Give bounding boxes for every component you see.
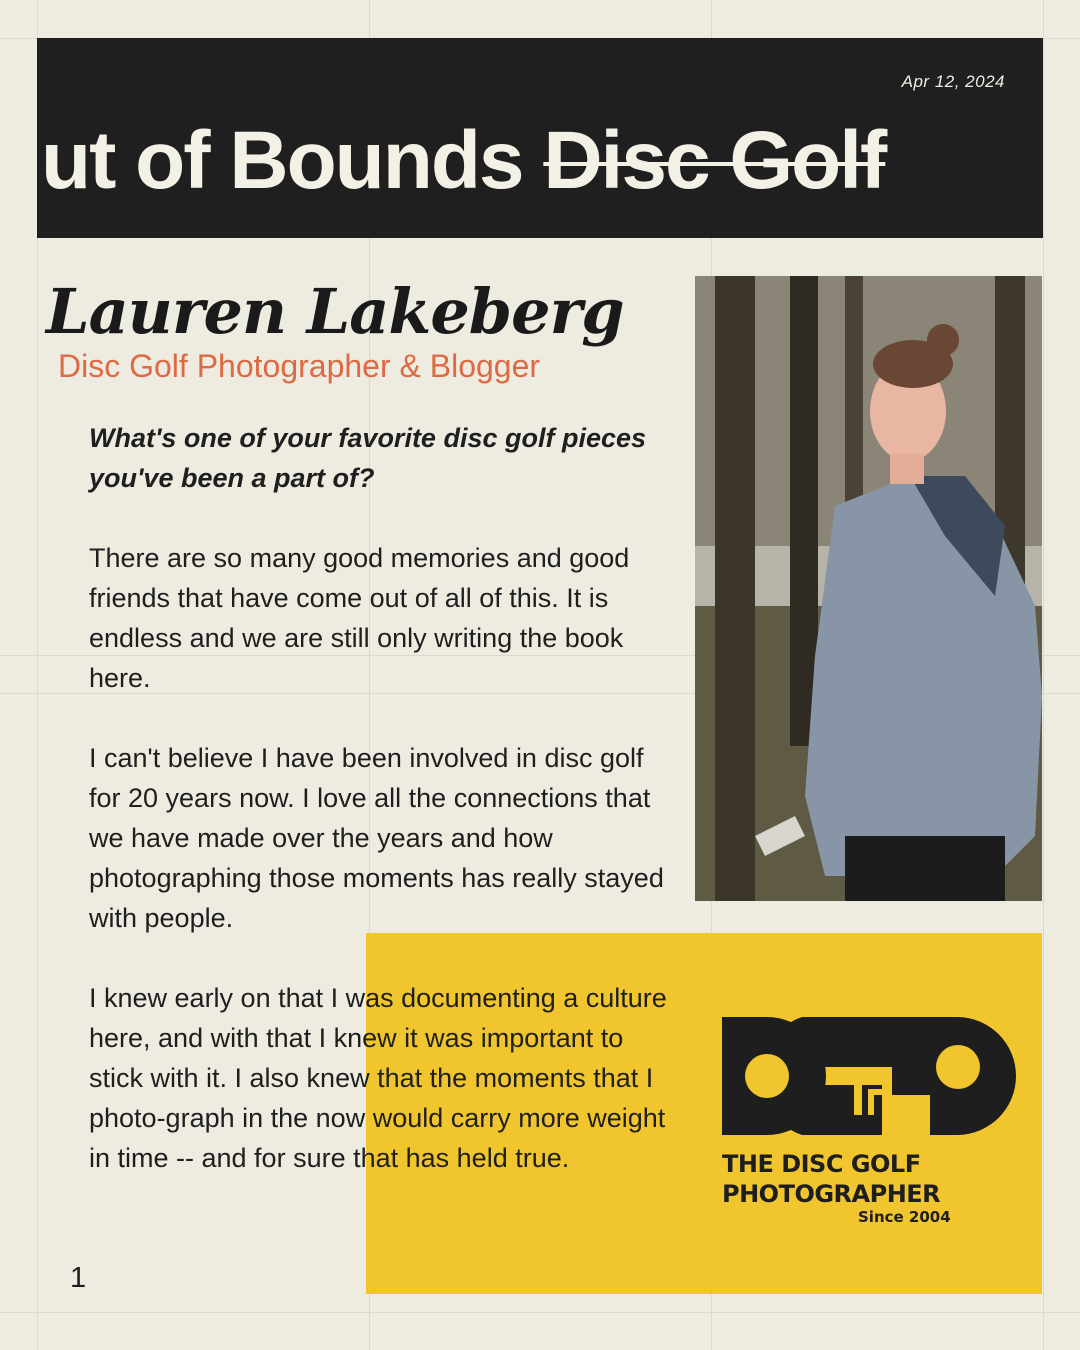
- logo-since: Since 2004: [858, 1208, 951, 1226]
- answer-paragraph: I knew early on that I was documenting a culture here, and with that I knew it was important to stick with it. I also knew that the moments that I photo-graph in the now would carry more weight in time -- and for sure that has held true.: [89, 983, 667, 1173]
- dgp-logo-mark: [722, 1017, 1017, 1143]
- title-strikethrough: Disc Golf: [543, 115, 886, 206]
- logo-tagline-line1: THE DISC GOLF: [722, 1150, 921, 1178]
- portrait-illustration: [695, 276, 1042, 901]
- publication-title: [41, 115, 886, 206]
- answer-paragraph: I can't believe I have been involved in disc golf for 20 years now. I love all the connections that we have made over the years and how photographing those moments has really stayed with people.: [89, 743, 664, 933]
- page-number: 1: [70, 1262, 87, 1294]
- dgp-logo: [722, 1017, 1022, 1226]
- subject-role: Disc Golf Photographer & Blogger: [58, 348, 541, 384]
- portrait-photo: [695, 276, 1042, 901]
- masthead: [37, 38, 1043, 238]
- answer-paragraph: There are so many good memories and good friends that have come out of all of this. It is endless and we are still only writing the book here.: [89, 543, 630, 693]
- interview-question: What's one of your favorite disc golf pieces you've been a part of?: [89, 423, 647, 493]
- logo-tagline-line2: PHOTOGRAPHER: [722, 1180, 941, 1208]
- grid-line: [1043, 0, 1044, 1350]
- publish-date: Apr 12, 2024: [901, 72, 1005, 91]
- title-main: ut of Bounds: [41, 115, 523, 206]
- article-body: [89, 418, 669, 1178]
- subject-name: Lauren Lakeberg: [46, 275, 624, 348]
- grid-line: [0, 1312, 1080, 1313]
